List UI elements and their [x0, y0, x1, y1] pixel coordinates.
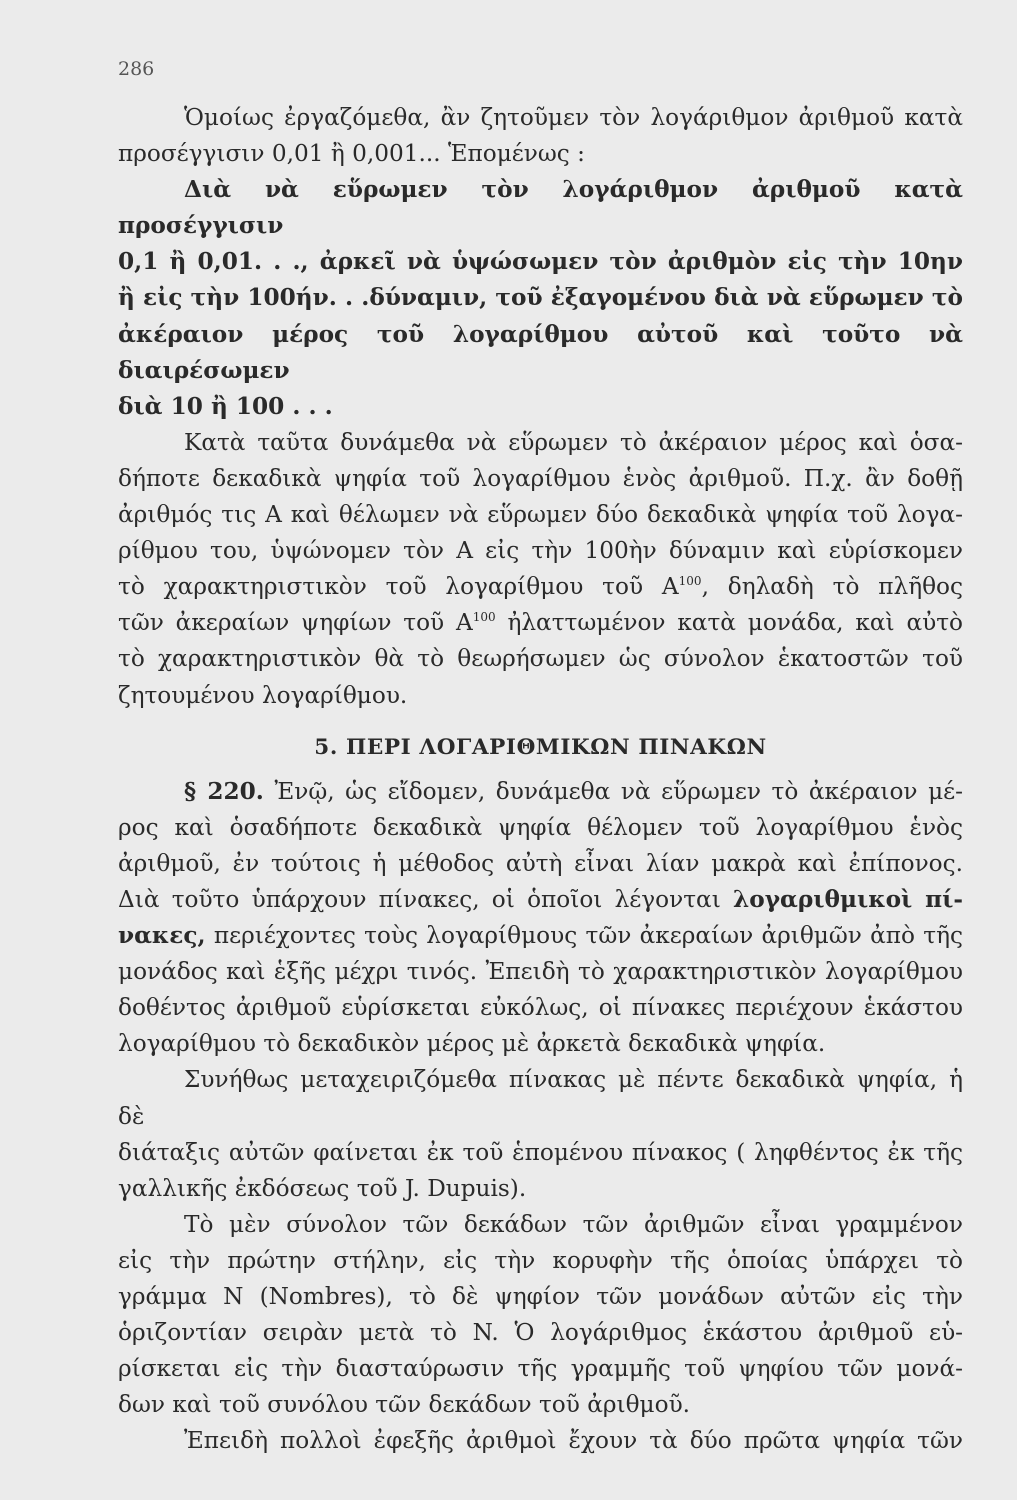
paragraph-1-end [118, 136, 963, 172]
paragraph-1 [118, 100, 963, 136]
text-line: ὁριζοντίαν σειρὰν μετὰ τὸ N. Ὁ λογάριθμος ἑκάστου ἀριθμοῦ εὑ- [118, 1319, 963, 1347]
page-number: 286 [118, 58, 155, 80]
text-line: λογαρίθμου τὸ δεκαδικὸν μέρος μὲ ἀρκετὰ δεκαδικὰ ψηφία. [118, 1030, 826, 1058]
page-body [118, 100, 963, 1459]
text-line: ζητουμένου λογαρίθμου. [118, 681, 408, 709]
text-line: δων καὶ τοῦ συνόλου τῶν δεκάδων τοῦ ἀριθμοῦ. [118, 1391, 691, 1419]
text-line: νακες, περιέχοντες τοὺς λογαρίθμους τῶν ἀκεραίων ἀριθμῶν ἀπὸ τῆς [118, 922, 963, 950]
text-line: Τὸ μὲν σύνολον τῶν δεκάδων τῶν ἀριθμῶν εἶναι γραμμένον [184, 1210, 963, 1238]
text-line: δήποτε δεκαδικὰ ψηφία τοῦ λογαρίθμου ἑνὸς ἀριθμοῦ. Π.χ. ἂν δοθῇ [118, 464, 963, 492]
text-line: ρος καὶ ὁσαδήποτε δεκαδικὰ ψηφία θέλομεν τοῦ λογαρίθμου ἑνὸς [118, 813, 963, 841]
text-line: γαλλικῆς ἐκδόσεως τοῦ J. Dupuis). [118, 1174, 527, 1202]
text-line: ρίθμου του, ὑψώνομεν τὸν Α εἰς τὴν 100ὴν δύναμιν καὶ εὑρίσκομεν [118, 537, 963, 565]
text-line: Ἐπειδὴ πολλοὶ ἐφεξῆς ἀριθμοὶ ἔχουν τὰ δύο πρῶτα ψηφία τῶν [184, 1427, 963, 1455]
text-line: γράμμα N (Nombres), τὸ δὲ ψηφίον τῶν μονάδων αὐτῶν εἰς τὴν [118, 1283, 963, 1310]
text-line: διάταξις αὐτῶν φαίνεται ἐκ τοῦ ἑπομένου πίνακος ( ληφθέντος ἐκ τῆς [118, 1138, 963, 1166]
text-line: Ὁμοίως ἐργαζόμεθα, ἂν ζητοῦμεν τὸν λογάριθμον ἀριθμοῦ κατὰ [184, 104, 963, 131]
text-line: δοθέντος ἀριθμοῦ εὑρίσκεται εὐκόλως, οἱ πίνακες περιέχουν ἑκάστου [118, 994, 963, 1022]
text-line: εἰς τὴν πρώτην στήλην, εἰς τὴν κορυφὴν τῆς ὁποίας ὑπάρχει τὸ [118, 1246, 963, 1274]
text-line: Διὰ τοῦτο ὑπάρχουν πίνακες, οἱ ὁποῖοι λέγονται λογαριθμικοὶ πί- [118, 885, 963, 913]
text-line: § 220. Ἐνῷ, ὡς εἴδομεν, δυνάμεθα νὰ εὕρωμεν τὸ ἀκέραιον μέ- [184, 777, 963, 805]
bold-rule-line: διὰ 10 ἢ 100 . . . [118, 392, 333, 420]
bold-rule-line: ἢ εἰς τὴν 100ήν. . .δύναμιν, τοῦ ἐξαγομένου διὰ νὰ εὕρωμεν τὸ [118, 284, 963, 312]
text-line: προσέγγισιν 0,01 ἢ 0,001... Ἑπομένως : [118, 140, 585, 168]
exponent: 100 [472, 610, 496, 625]
text-line: ρίσκεται εἰς τὴν διασταύρωσιν τῆς γραμμῆς τοῦ ψηφίου τῶν μονά- [118, 1355, 963, 1383]
text-line: Συνήθως μεταχειριζόμεθα πίνακας μὲ πέντε δεκαδικὰ ψηφία, ἡ δὲ [118, 1066, 963, 1130]
bold-term: λογαριθμικοὶ πί- [733, 885, 963, 913]
text-line: Κατὰ ταῦτα δυνάμεθα νὰ εὕρωμεν τὸ ἀκέραιον μέρος καὶ ὁσα- [184, 428, 963, 456]
text-line: τῶν ἀκεραίων ψηφίων τοῦ $A^{100}$ ἠλαττωμένον κατὰ μονάδα, καὶ αὐτὸ [118, 609, 963, 637]
bold-term: νακες, [118, 922, 206, 950]
bold-rule-line: 0,1 ἢ 0,01. . ., ἀρκεῖ νὰ ὑψώσωμεν τὸν ἀριθμὸν εἰς τὴν 10ην [118, 248, 963, 276]
text-line: μονάδος καὶ ἑξῆς μέχρι τινός. Ἐπειδὴ τὸ χαρακτηριστικὸν λογαρίθμου [118, 958, 963, 986]
text-line: ἀριθμοῦ, ἐν τούτοις ἡ μέθοδος αὐτὴ εἶναι λίαν μακρὰ καὶ ἐπίπονος. [118, 849, 963, 877]
text-line: τὸ χαρακτηριστικὸν τοῦ λογαρίθμου τοῦ $A^{100}$, δηλαδὴ τὸ πλῆθος [118, 573, 963, 601]
bold-rule-line: ἀκέραιον μέρος τοῦ λογαρίθμου αὐτοῦ καὶ τοῦτο νὰ διαιρέσωμεν [118, 320, 963, 384]
section-heading: 5. ΠΕΡΙ ΛΟΓΑΡΙΘΜΙΚΩΝ ΠΙΝΑΚΩΝ [314, 734, 767, 760]
section-number: § 220. [184, 777, 264, 805]
bold-rule-line: Διὰ νὰ εὕρωμεν τὸν λογάριθμον ἀριθμοῦ κατὰ προσέγγισιν [118, 176, 963, 240]
text-line: ἀριθμός τις Α καὶ θέλωμεν νὰ εὕρωμεν δύο δεκαδικὰ ψηφία τοῦ λογα- [118, 501, 963, 529]
exponent: 100 [678, 574, 702, 589]
text-line: τὸ χαρακτηριστικὸν θὰ τὸ θεωρήσωμεν ὡς σύνολον ἑκατοστῶν τοῦ [118, 645, 963, 673]
